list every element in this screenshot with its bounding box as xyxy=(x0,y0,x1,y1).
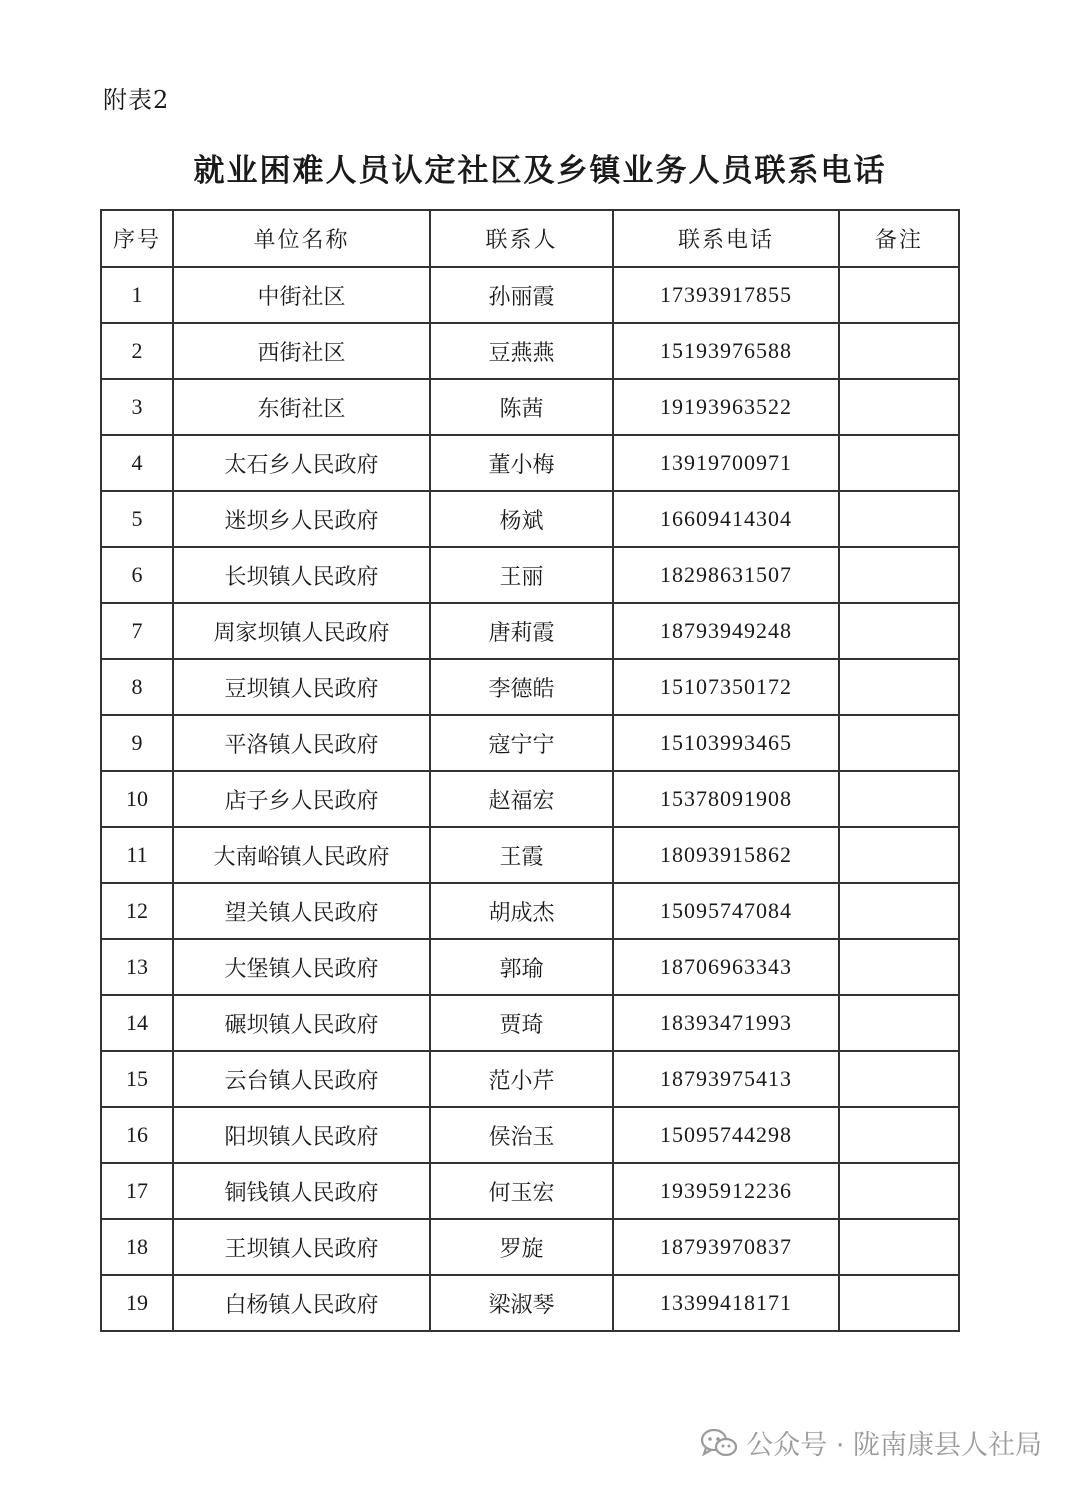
row-index: 2 xyxy=(101,323,173,379)
row-remarks xyxy=(839,659,959,715)
row-index: 17 xyxy=(101,1163,173,1219)
row-contact-person: 寇宁宁 xyxy=(430,715,613,771)
row-remarks xyxy=(839,995,959,1051)
row-unit-name: 白杨镇人民政府 xyxy=(173,1275,430,1331)
row-contact-person: 贾琦 xyxy=(430,995,613,1051)
row-index: 9 xyxy=(101,715,173,771)
row-remarks xyxy=(839,1275,959,1331)
row-remarks xyxy=(839,491,959,547)
row-unit-name: 周家坝镇人民政府 xyxy=(173,603,430,659)
row-unit-name: 王坝镇人民政府 xyxy=(173,1219,430,1275)
row-phone: 18793949248 xyxy=(613,603,839,659)
row-unit-name: 西街社区 xyxy=(173,323,430,379)
row-unit-name: 豆坝镇人民政府 xyxy=(173,659,430,715)
row-contact-person: 豆燕燕 xyxy=(430,323,613,379)
row-phone: 18706963343 xyxy=(613,939,839,995)
header-remarks: 备注 xyxy=(839,210,959,267)
table-row xyxy=(101,547,959,603)
row-unit-name: 铜钱镇人民政府 xyxy=(173,1163,430,1219)
row-phone: 18793975413 xyxy=(613,1051,839,1107)
row-unit-name: 大南峪镇人民政府 xyxy=(173,827,430,883)
row-index: 16 xyxy=(101,1107,173,1163)
header-index: 序号 xyxy=(101,210,173,267)
row-index: 4 xyxy=(101,435,173,491)
row-unit-name: 长坝镇人民政府 xyxy=(173,547,430,603)
row-phone: 18298631507 xyxy=(613,547,839,603)
table-row xyxy=(101,659,959,715)
row-contact-person: 李德皓 xyxy=(430,659,613,715)
row-index: 15 xyxy=(101,1051,173,1107)
row-contact-person: 陈茜 xyxy=(430,379,613,435)
row-contact-person: 梁淑琴 xyxy=(430,1275,613,1331)
row-unit-name: 望关镇人民政府 xyxy=(173,883,430,939)
row-contact-person: 郭瑜 xyxy=(430,939,613,995)
row-remarks xyxy=(839,323,959,379)
row-remarks xyxy=(839,603,959,659)
row-unit-name: 迷坝乡人民政府 xyxy=(173,491,430,547)
row-phone: 15103993465 xyxy=(613,715,839,771)
row-unit-name: 太石乡人民政府 xyxy=(173,435,430,491)
row-index: 1 xyxy=(101,267,173,323)
header-unit-name: 单位名称 xyxy=(173,210,430,267)
watermark xyxy=(700,1423,1042,1462)
table-row xyxy=(101,995,959,1051)
table-row xyxy=(101,1163,959,1219)
header-phone: 联系电话 xyxy=(613,210,839,267)
row-index: 13 xyxy=(101,939,173,995)
row-contact-person: 王霞 xyxy=(430,827,613,883)
row-contact-person: 胡成杰 xyxy=(430,883,613,939)
table-row xyxy=(101,267,959,323)
row-index: 14 xyxy=(101,995,173,1051)
row-contact-person: 何玉宏 xyxy=(430,1163,613,1219)
row-index: 3 xyxy=(101,379,173,435)
row-remarks xyxy=(839,1219,959,1275)
row-remarks xyxy=(839,771,959,827)
header-contact-person: 联系人 xyxy=(430,210,613,267)
table-row xyxy=(101,435,959,491)
row-phone: 18793970837 xyxy=(613,1219,839,1275)
table-row xyxy=(101,827,959,883)
table-row xyxy=(101,1051,959,1107)
row-contact-person: 王丽 xyxy=(430,547,613,603)
table-row xyxy=(101,323,959,379)
row-unit-name: 大堡镇人民政府 xyxy=(173,939,430,995)
row-remarks xyxy=(839,379,959,435)
table-row xyxy=(101,715,959,771)
table-row xyxy=(101,1275,959,1331)
attachment-label: 附表2 xyxy=(103,86,170,114)
table-row xyxy=(101,883,959,939)
row-remarks xyxy=(839,547,959,603)
row-remarks xyxy=(839,1051,959,1107)
row-phone: 18093915862 xyxy=(613,827,839,883)
row-contact-person: 范小芹 xyxy=(430,1051,613,1107)
row-remarks xyxy=(839,1163,959,1219)
row-unit-name: 店子乡人民政府 xyxy=(173,771,430,827)
row-contact-person: 孙丽霞 xyxy=(430,267,613,323)
row-unit-name: 阳坝镇人民政府 xyxy=(173,1107,430,1163)
row-phone: 15095744298 xyxy=(613,1107,839,1163)
contact-table xyxy=(100,209,960,1332)
table-row xyxy=(101,939,959,995)
watermark-text: 公众号 · 陇南康县人社局 xyxy=(746,1430,1042,1461)
row-phone: 13399418171 xyxy=(613,1275,839,1331)
row-phone: 19193963522 xyxy=(613,379,839,435)
row-remarks xyxy=(839,883,959,939)
row-index: 19 xyxy=(101,1275,173,1331)
row-phone: 19395912236 xyxy=(613,1163,839,1219)
table-row xyxy=(101,1107,959,1163)
table-row xyxy=(101,1219,959,1275)
table-row xyxy=(101,771,959,827)
table-row xyxy=(101,379,959,435)
row-phone: 13919700971 xyxy=(613,435,839,491)
row-remarks xyxy=(839,939,959,995)
row-phone: 18393471993 xyxy=(613,995,839,1051)
row-index: 8 xyxy=(101,659,173,715)
row-phone: 17393917855 xyxy=(613,267,839,323)
row-contact-person: 罗旋 xyxy=(430,1219,613,1275)
row-index: 5 xyxy=(101,491,173,547)
table-header-row xyxy=(101,210,959,267)
table-row xyxy=(101,603,959,659)
row-index: 11 xyxy=(101,827,173,883)
row-phone: 15095747084 xyxy=(613,883,839,939)
row-remarks xyxy=(839,715,959,771)
row-index: 6 xyxy=(101,547,173,603)
wechat-icon xyxy=(700,1427,738,1459)
row-remarks xyxy=(839,827,959,883)
page-title: 就业困难人员认定社区及乡镇业务人员联系电话 xyxy=(193,153,887,189)
row-index: 7 xyxy=(101,603,173,659)
row-phone: 15107350172 xyxy=(613,659,839,715)
row-unit-name: 中街社区 xyxy=(173,267,430,323)
row-unit-name: 云台镇人民政府 xyxy=(173,1051,430,1107)
row-index: 12 xyxy=(101,883,173,939)
row-remarks xyxy=(839,435,959,491)
row-contact-person: 董小梅 xyxy=(430,435,613,491)
row-remarks xyxy=(839,267,959,323)
row-phone: 15193976588 xyxy=(613,323,839,379)
row-unit-name: 碾坝镇人民政府 xyxy=(173,995,430,1051)
row-contact-person: 杨斌 xyxy=(430,491,613,547)
row-index: 18 xyxy=(101,1219,173,1275)
row-phone: 15378091908 xyxy=(613,771,839,827)
row-remarks xyxy=(839,1107,959,1163)
row-contact-person: 唐莉霞 xyxy=(430,603,613,659)
row-unit-name: 平洛镇人民政府 xyxy=(173,715,430,771)
row-contact-person: 赵福宏 xyxy=(430,771,613,827)
row-phone: 16609414304 xyxy=(613,491,839,547)
table-row xyxy=(101,491,959,547)
row-unit-name: 东街社区 xyxy=(173,379,430,435)
row-contact-person: 侯治玉 xyxy=(430,1107,613,1163)
row-index: 10 xyxy=(101,771,173,827)
